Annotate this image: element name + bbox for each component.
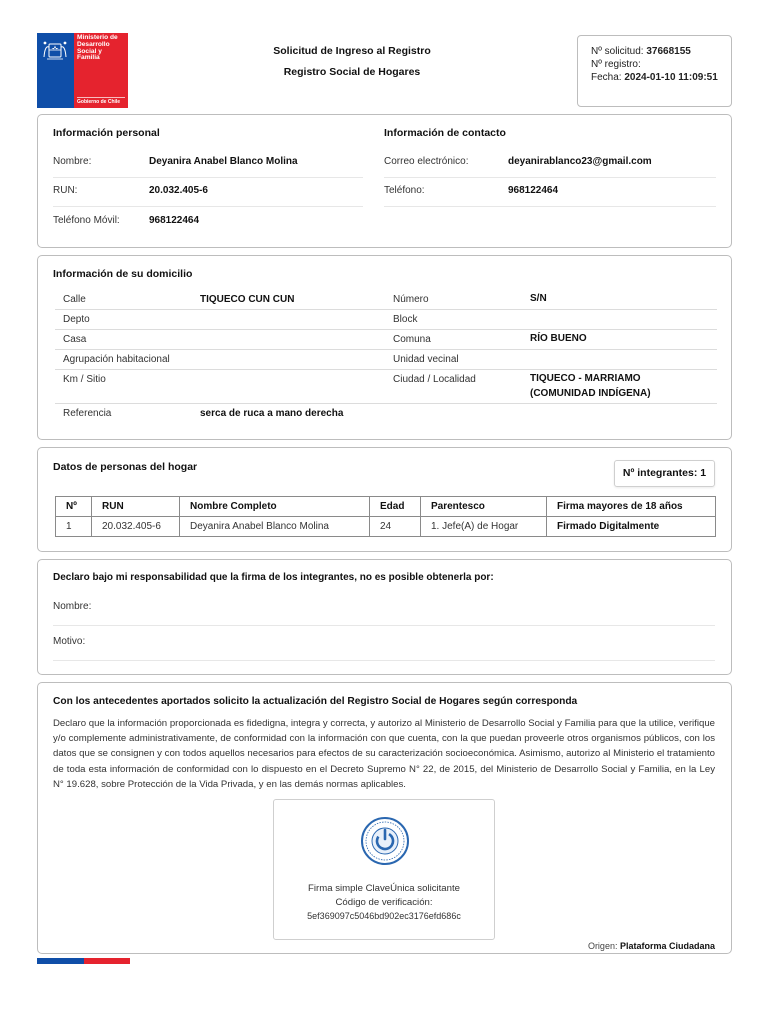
fecha-line (591, 71, 731, 84)
fecha-value: 2024-01-10 11:09:51 (624, 72, 718, 83)
logo-line: Desarrollo (77, 40, 110, 48)
verification-code: 5ef369097c5046bd902ec3176efd686c (307, 911, 461, 921)
verification-code-label: Código de verificación: (335, 897, 433, 908)
logo-line: Familia (77, 54, 100, 62)
address-label: Número (393, 294, 429, 305)
origin-line (588, 941, 715, 951)
address-label: Referencia (63, 408, 112, 419)
signature-box (273, 799, 495, 940)
logo-line: Social y (77, 47, 102, 55)
registro-label: Nº registro: (591, 59, 641, 70)
ministry-name (77, 35, 118, 62)
address-value: RÍO BUENO (530, 333, 587, 344)
logo-divider (77, 97, 125, 98)
origin-value: Plataforma Ciudadana (619, 941, 715, 951)
nombre-value: Deyanira Anabel Blanco Molina (149, 156, 298, 167)
correo-value: deyanirablanco23@gmail.com (508, 156, 652, 167)
claveunica-seal-icon (360, 816, 410, 866)
address-label: Ciudad / Localidad (393, 374, 476, 385)
column-header: Nº (56, 497, 92, 517)
table-cell: 1. Jefe(A) de Hogar (421, 517, 547, 537)
ciudad-value (530, 371, 651, 401)
table-row (56, 517, 716, 537)
authorization-paragraph: Declaro que la información proporcionada es fidedigna, integra y correcta, y autorizo al Ministerio de Desarrollo Social y Familia para que la utilice, verifique y/o complemente administrativamente, de conformidad con la información con que cuenta, con la que puedan proveerle otros organismos públicos, con los datos que se consignen y con todos aquellos necesarios para efectos de su caracterización socioeconómica. Asimismo, autorizo al Ministerio el tratamiento de toda esta información de conformidad con lo dispuesto en el Decreto Supremo N° 22, de 2015, del Ministerio de Desarrollo Social y Familia, en la Ley N° 19.628, sobre Protección de la Vida Privada, y en las demás normas aplicables. (53, 718, 715, 790)
origin-label: Origen: (587, 941, 618, 951)
telefono-label: Teléfono: (384, 185, 425, 196)
address-label: Comuna (393, 334, 431, 345)
column-header: Edad (370, 497, 421, 517)
declaration-motivo-label: Motivo: (53, 636, 86, 647)
signature-label: Firma simple ClaveÚnica solicitante (308, 883, 460, 894)
address-value: serca de ruca a mano derecha (200, 408, 344, 419)
fecha-label: Fecha: (591, 72, 622, 83)
address-value: TIQUECO CUN CUN (200, 294, 295, 305)
logo-line: Ministerio de (77, 34, 118, 41)
address-label: Agrupación habitacional (63, 354, 170, 365)
table-cell: 24 (370, 517, 421, 537)
footer-flag-bar (37, 958, 130, 964)
household-table (55, 496, 716, 537)
declaration-nombre-label: Nombre: (53, 601, 92, 612)
address-label: Unidad vecinal (393, 354, 459, 365)
address-row (55, 330, 717, 350)
column-header: Firma mayores de 18 años (547, 497, 716, 517)
household-section (37, 447, 732, 552)
run-value: 20.032.405-6 (149, 185, 208, 196)
authorization-section (37, 682, 732, 954)
household-title: Datos de personas del hogar (53, 461, 198, 473)
divider (53, 206, 363, 207)
address-row (55, 290, 717, 310)
address-label: Km / Sitio (63, 374, 106, 385)
table-cell: 1 (56, 517, 92, 537)
request-info-box (577, 35, 732, 107)
personal-info-title: Información personal (53, 127, 160, 139)
solicitud-value: 37668155 (646, 46, 691, 57)
solicitud-label: Nº solicitud: (591, 46, 644, 57)
address-label: Depto (63, 314, 90, 325)
ciudad-value-line: (COMUNIDAD INDÍGENA) (530, 388, 651, 399)
telefono-value: 968122464 (508, 185, 559, 196)
solicitud-line (591, 45, 731, 58)
address-row (55, 404, 717, 424)
government-label: Gobierno de Chile (77, 99, 121, 105)
address-row (55, 370, 717, 404)
correo-label: Correo electrónico: (384, 156, 469, 167)
members-count-badge: Nº integrantes: 1 (614, 460, 715, 487)
authorization-title: Con los antecedentes aportados solicito la actualización del Registro Social de Hogares según corresponda (53, 696, 578, 707)
divider (53, 660, 715, 661)
address-label: Casa (63, 334, 87, 345)
run-label: RUN: (53, 185, 78, 196)
document-subtitle: Registro Social de Hogares (283, 66, 421, 78)
ministry-logo (37, 33, 128, 108)
divider (384, 177, 716, 178)
divider (53, 177, 363, 178)
document-title: Solicitud de Ingreso al Registro (273, 45, 431, 57)
registro-line (591, 58, 731, 71)
address-section (37, 255, 732, 440)
table-cell: Deyanira Anabel Blanco Molina (180, 517, 370, 537)
declaration-section (37, 559, 732, 675)
address-label: Calle (63, 294, 86, 305)
table-cell: 20.032.405-6 (92, 517, 180, 537)
coat-of-arms-icon (41, 39, 69, 61)
column-header: Parentesco (421, 497, 547, 517)
logo-red-panel (74, 33, 128, 108)
table-header-row (56, 497, 716, 517)
column-header: RUN (92, 497, 180, 517)
address-label: Block (393, 314, 418, 325)
personal-info-section (37, 114, 732, 248)
logo-blue-panel (37, 33, 74, 108)
column-header: Nombre Completo (180, 497, 370, 517)
nombre-label: Nombre: (53, 156, 92, 167)
contact-info-title: Información de contacto (384, 127, 506, 139)
footer-bar-blue (37, 958, 84, 964)
declaration-title: Declaro bajo mi responsabilidad que la firma de los integrantes, no es posible obtenerla por: (53, 572, 494, 583)
address-row (55, 350, 717, 370)
address-row (55, 310, 717, 330)
address-value: S/N (530, 293, 547, 304)
address-table (55, 290, 717, 424)
divider (53, 625, 715, 626)
divider (384, 206, 716, 207)
footer-bar-red (84, 958, 130, 964)
table-cell: Firmado Digitalmente (547, 517, 716, 537)
address-title: Información de su domicilio (53, 268, 193, 280)
movil-label: Teléfono Móvil: (53, 215, 120, 226)
movil-value: 968122464 (149, 215, 200, 226)
ciudad-value-line: TIQUECO - MARRIAMO (530, 373, 641, 384)
